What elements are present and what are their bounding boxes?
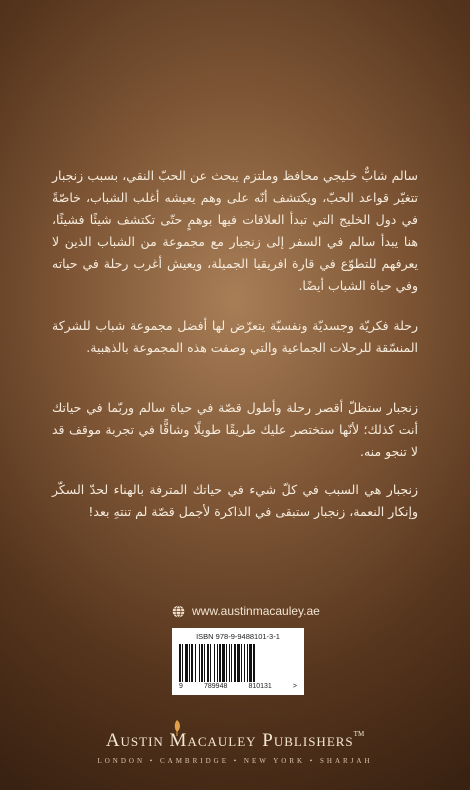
barcode-bars bbox=[177, 644, 299, 682]
website-url[interactable]: www.austinmacauley.ae bbox=[192, 604, 320, 618]
barcode-digit-group-1: 789948 bbox=[204, 683, 228, 690]
publisher-cities: LONDON • CAMBRIDGE • NEW YORK • SHARJAH bbox=[97, 757, 373, 765]
publisher-logo bbox=[0, 730, 470, 752]
trademark-mark: TM bbox=[353, 730, 365, 738]
barcode-digits bbox=[177, 683, 299, 690]
barcode-digit-lead: 9 bbox=[179, 683, 183, 690]
synopsis-paragraph-2: رحلة فكريّة وجسديّة ونفسيّة يتعرّض لها أفضل مجموعة شباب للشركة المنسّقة للرحلات الجماعية والتي وصفت هذه المجموعة بالذهبية. bbox=[52, 317, 418, 355]
website-row bbox=[172, 604, 320, 618]
barcode-digit-trail: > bbox=[292, 683, 297, 690]
barcode-digit-group-2: 810131 bbox=[248, 683, 272, 690]
synopsis-paragraph-4: زنجبار هي السبب في كلّ شيء في حياتك المترفة بالهناء لحدّ السكّر وإنكار النعمة، زنجبار ستبقى في الذاكرة لأجمل قصّة لم تنتهِ بعد! bbox=[52, 481, 418, 519]
publisher-name: Austin Macauley Publishers bbox=[105, 730, 354, 751]
globe-icon bbox=[172, 605, 185, 618]
synopsis-paragraph-1: سالم شابٌّ خليجي محافظ وملتزم يبحث عن الحبّ النقي، بسبب زنجبار تتغيّر قواعد الحبّ، ويكتشف أنّه على وهم يعيشه أغلب الشباب، خاصّةً في دول الخليج التي تبدأ العلاقات فيها بوهمٍ حتّى تكتشف شيئًا فشيئًا، هنا يبدأ سالم في السفر إلى زنجبار مع مجموعة من الشباب الذين لا يعرفهم للتطوّع في قارة افريقيا الجميلة، ويعيش أغرب رحلة في حياته وفي حياة الشباب أيضًا. bbox=[52, 167, 418, 293]
isbn-label: ISBN 978-9-9488101-3-1 bbox=[196, 632, 280, 641]
barcode bbox=[172, 628, 304, 695]
synopsis-paragraph-3: زنجبار ستظلّ أقصر رحلة وأطول قصّة في حياة سالم وربّما في حياتك أنت كذلك؛ لأنّها ستختصر عليك طريقًا طويلًا وشاقًّا في تجربة موقف قد لا تنجو منه. bbox=[52, 399, 418, 459]
